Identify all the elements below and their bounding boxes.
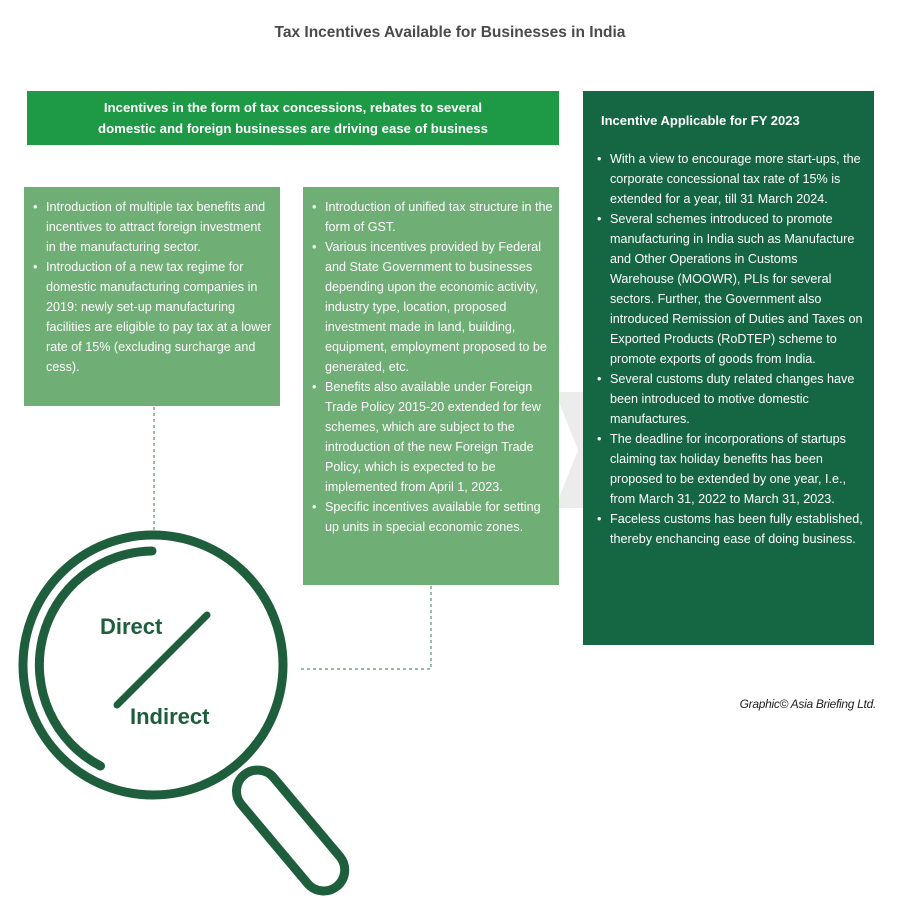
- direct-incentives-box: [24, 187, 280, 406]
- banner-line-1: Incentives in the form of tax concessions, rebates to several: [103, 100, 483, 115]
- indirect-label: Indirect: [130, 704, 210, 729]
- banner-line-2: domestic and foreign businesses are driving ease of business: [98, 121, 488, 136]
- list-item: • Specific incentives available for setting up units in special economic zones.: [303, 497, 553, 537]
- page-title: Tax Incentives Available for Businesses in India: [274, 24, 626, 41]
- direct-label: Direct: [100, 614, 163, 639]
- indirect-incentives-list: [303, 197, 553, 537]
- list-item: • Introduction of multiple tax benefits and incentives to attract foreign investment in the manufacturing sector.: [24, 197, 274, 257]
- connector-indirect: [298, 586, 431, 669]
- intro-banner: [27, 91, 559, 145]
- graphic-credit: Graphic© Asia Briefing Ltd.: [739, 697, 876, 711]
- list-item: • Various incentives provided by Federal and State Government to businesses depending upon the economic activity, industry type, location, proposed investment made in land, building, equipment, employment proposed to be generated, etc.: [303, 237, 553, 377]
- list-item: • Introduction of a new tax regime for domestic manufacturing companies in 2019: newly set-up manufacturing facilities are eligible to pay tax at a lower rate of 15% (excluding surcharge and cess).: [24, 257, 274, 377]
- direct-incentives-list: [24, 197, 274, 377]
- list-item: • Benefits also available under Foreign Trade Policy 2015-20 extended for few schemes, which are subject to the introduction of the new Foreign Trade Policy, which is expected to be implemented from April 1, 2023.: [303, 377, 553, 497]
- indirect-incentives-box: [303, 187, 559, 585]
- list-item: • Several customs duty related changes have been introduced to motive domestic manufactures.: [588, 369, 864, 429]
- list-item: • With a view to encourage more start-ups, the corporate concessional tax rate of 15% is extended for a year, till 31 March 2024.: [588, 149, 864, 209]
- fy2023-list: [588, 149, 864, 549]
- fy2023-heading: Incentive Applicable for FY 2023: [601, 113, 800, 128]
- list-item: • Faceless customs has been fully established, thereby enchancing ease of doing business.: [588, 509, 864, 549]
- list-item: • The deadline for incorporations of startups claiming tax holiday benefits has been proposed to be extended by one year, I.e., from March 31, 2022 to March 31, 2023.: [588, 429, 864, 509]
- list-item: • Several schemes introduced to promote manufacturing in India such as Manufacture and Other Operations in Customs Warehouse (MOOWR), PLIs for several sectors. Further, the Government also introduced Remission of Duties and Taxes on Exported Products (RoDTEP) scheme to promote exports of goods from India.: [588, 209, 864, 369]
- list-item: • Introduction of unified tax structure in the form of GST.: [303, 197, 553, 237]
- fy2023-incentives-box: [583, 91, 874, 645]
- arrow-chevron: [555, 392, 583, 508]
